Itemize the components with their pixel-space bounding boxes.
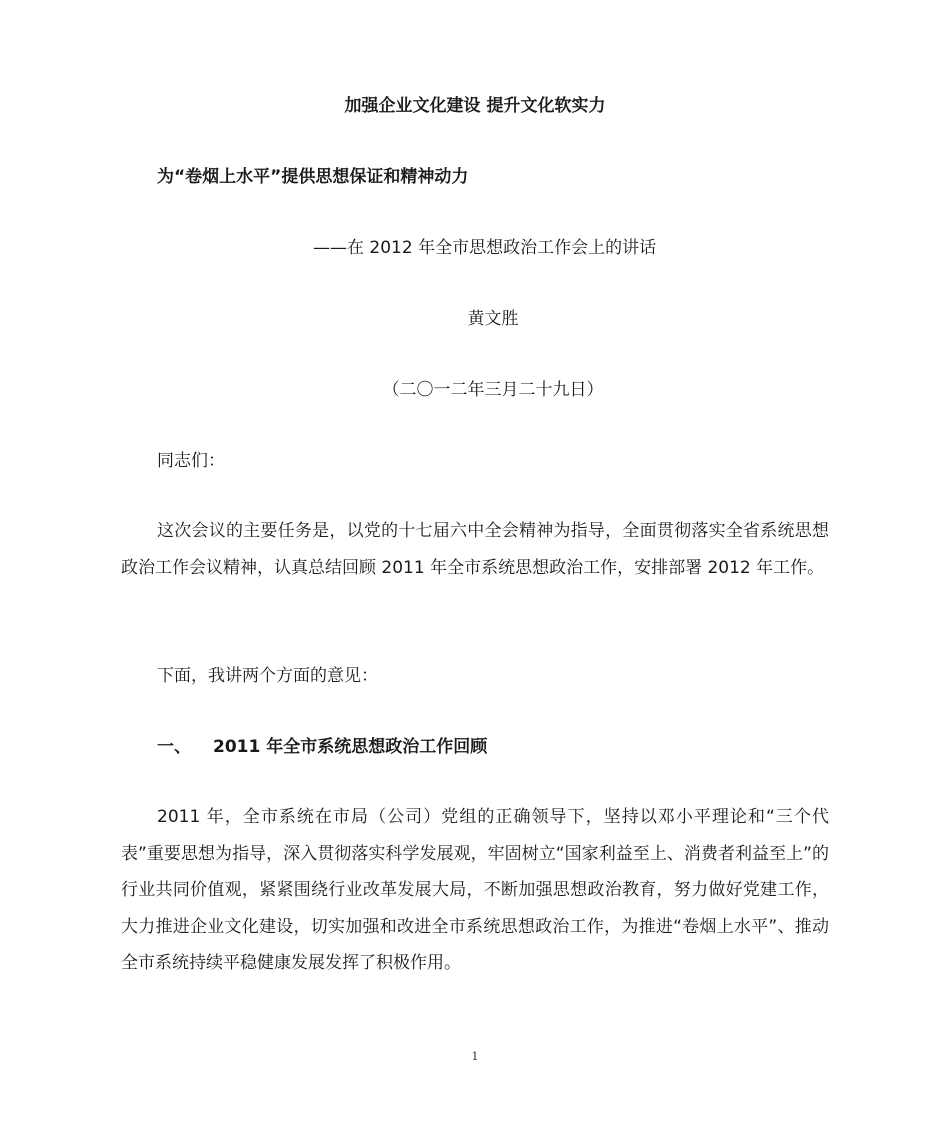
document-subtitle: 为“卷烟上水平”提供思想保证和精神动力: [157, 167, 469, 187]
paragraph-review: 2011 年，全市系统在市局（公司）党组的正确领导下，坚持以邓小平理论和“三个代表”重要思想为指导，深入贯彻落实科学发展观，牢固树立“国家利益至上、消费者利益至上”的行业共同价值观，紧紧围绕行业改革发展大局，不断加强思想政治教育，努力做好党建工作，大力推进企业文化建设，切实加强和改进全市系统思想政治工作，为推进“卷烟上水平”、推动全市系统持续平稳健康发展发挥了积极作用。: [121, 807, 829, 973]
document-title: 加强企业文化建设 提升文化软实力: [344, 96, 606, 116]
speaker-name: 黄文胜: [467, 309, 519, 329]
speech-note: ——在 2012 年全市思想政治工作会上的讲话: [313, 238, 657, 258]
page-number: 1: [471, 1050, 479, 1063]
paragraph-outline: 下面，我讲两个方面的意见：: [157, 666, 378, 686]
section-title: 2011 年全市系统思想政治工作回顾: [213, 737, 488, 757]
speech-date: （二〇一二年三月二十九日）: [382, 380, 604, 400]
section-number: 一、: [157, 737, 191, 757]
section-heading: [157, 735, 487, 759]
salutation: 同志们：: [157, 451, 225, 471]
paragraph-intro: 这次会议的主要任务是，以党的十七届六中全会精神为指导，全面贯彻落实全省系统思想政治工作会议精神，认真总结回顾 2011 年全市系统思想政治工作，安排部署 2012 年工作。: [121, 521, 829, 578]
